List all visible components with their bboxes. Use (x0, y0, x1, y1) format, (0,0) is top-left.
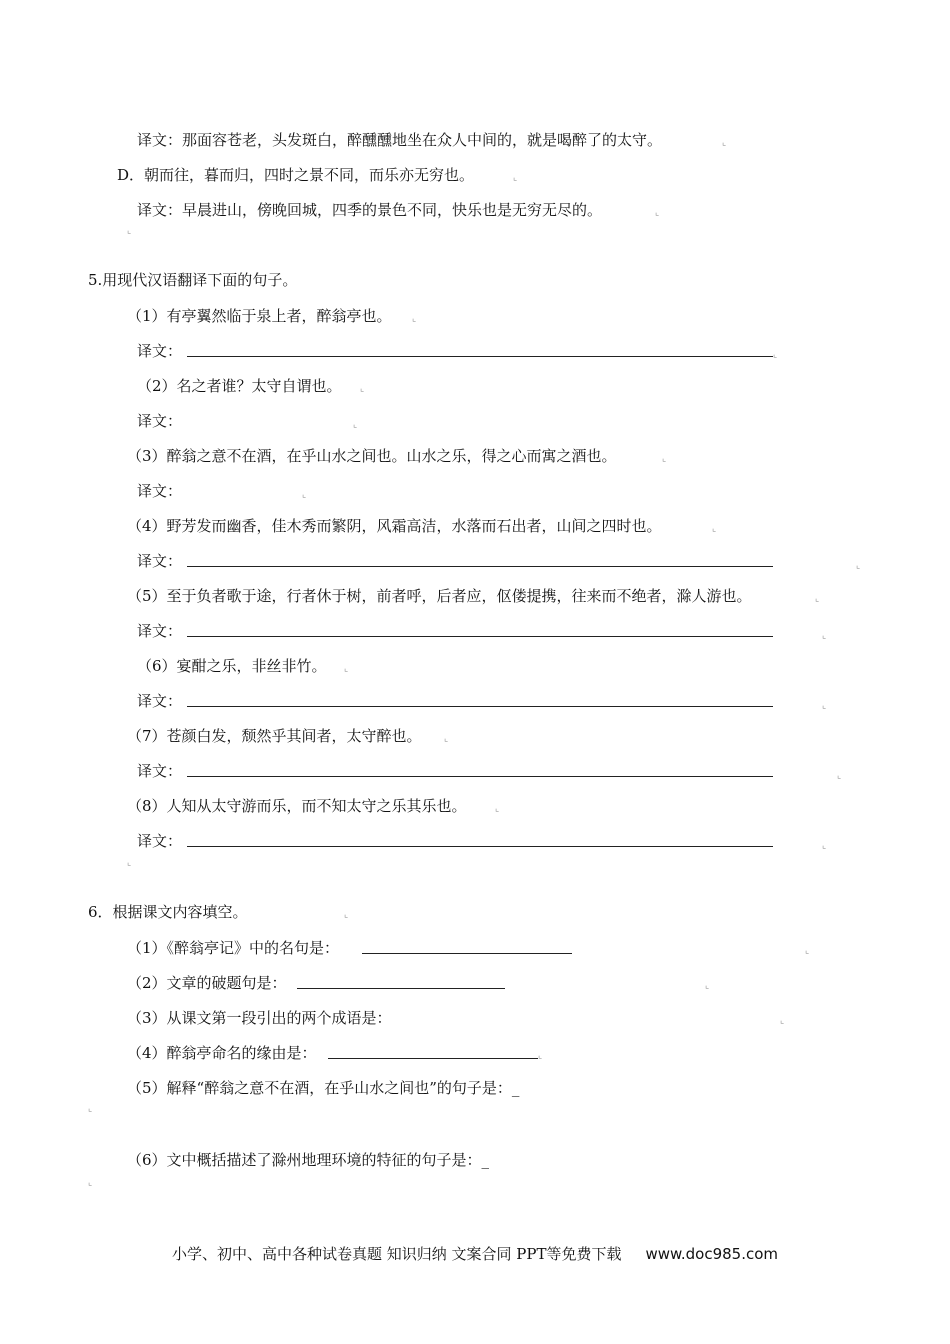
q6-item-3: （3）从课文第一段引出的两个成语是： (127, 1009, 392, 1027)
paragraph-mark: ⌞ (705, 981, 710, 991)
paragraph-mark: ⌞ (412, 314, 417, 324)
q5-item-2: （2）名之者谁？太守自谓也。 (137, 377, 342, 395)
paragraph-mark: ⌞ (815, 594, 820, 604)
q5-label-8: 译文： (137, 832, 183, 850)
q5-answer-blank-5[interactable] (187, 622, 773, 637)
page-footer (0, 1244, 950, 1264)
q5-item-1: （1）有亭翼然临于泉上者，醉翁亭也。 (127, 307, 392, 325)
q5-label-3: 译文： (137, 482, 183, 500)
q4-d-translation: 译文：早晨进山，傍晚回城，四季的景色不同，快乐也是无穷无尽的。 (137, 201, 603, 219)
q6-item-5: （5）解释“醉翁之意不在酒，在乎山水之间也”的句子是：_ (127, 1079, 520, 1097)
q5-label-1: 译文： (137, 342, 183, 360)
paragraph-mark: ⌞ (513, 173, 518, 183)
q6-item-2: （2）文章的破题句是： (127, 974, 287, 992)
q5-title: 5.用现代汉语翻译下面的句子。 (88, 271, 298, 289)
q5-answer-blank-4[interactable] (187, 552, 773, 567)
paragraph-mark: ⌞ (712, 524, 717, 534)
q6-item-1: （1）《醉翁亭记》中的名句是： (127, 939, 340, 957)
paragraph-mark: ⌞ (722, 138, 727, 148)
paragraph-mark: ⌞ (302, 490, 307, 500)
q5-answer-blank-6[interactable] (187, 692, 773, 707)
paragraph-mark: ⌞ (773, 350, 778, 360)
q5-label-2: 译文： (137, 412, 183, 430)
q5-answer-blank-7[interactable] (187, 762, 773, 777)
q5-label-4: 译文： (137, 552, 183, 570)
q4-option-d: D．朝而往，暮而归，四时之景不同，而乐亦无穷也。 (117, 166, 475, 184)
paragraph-mark: ⌞ (360, 384, 365, 394)
paragraph-mark: ⌞ (837, 771, 842, 781)
q5-item-7: （7）苍颜白发，颓然乎其间者，太守醉也。 (127, 727, 422, 745)
q6-title: 6．根据课文内容填空。 (88, 903, 248, 921)
q5-label-6: 译文： (137, 692, 183, 710)
q4-c-translation: 译文：那面容苍老，头发斑白，醉醺醺地坐在众人中间的，就是喝醉了的太守。 (137, 131, 663, 149)
paragraph-mark: ⌞ (822, 701, 827, 711)
q5-label-7: 译文： (137, 762, 183, 780)
paragraph-mark: ⌞ (495, 804, 500, 814)
footer-text: 小学、初中、高中各种试卷真题 知识归纳 文案合同 PPT等免费下载 (171, 1245, 622, 1263)
q5-item-6: （6）宴酣之乐，非丝非竹。 (137, 657, 327, 675)
q5-item-3: （3）醉翁之意不在酒，在乎山水之间也。山水之乐，得之心而寓之酒也。 (127, 447, 617, 465)
q5-answer-blank-8[interactable] (187, 832, 773, 847)
q5-item-8: （8）人知从太守游而乐，而不知太守之乐其乐也。 (127, 797, 467, 815)
q6-answer-blank-1[interactable] (362, 939, 572, 954)
paragraph-mark: ⌞ (856, 561, 861, 571)
paragraph-mark: ⌞ (822, 631, 827, 641)
q5-label-5: 译文： (137, 622, 183, 640)
paragraph-mark: ⌞ (662, 454, 667, 464)
footer-url[interactable]: www.doc985.com (645, 1245, 779, 1263)
q6-answer-blank-2[interactable] (297, 974, 505, 989)
paragraph-mark: ⌞ (538, 1051, 543, 1061)
paragraph-mark: ⌞ (353, 420, 358, 430)
paragraph-mark: ⌞ (344, 910, 349, 920)
paragraph-mark: ⌞ (88, 1178, 93, 1188)
paragraph-mark: ⌞ (805, 946, 810, 956)
paragraph-mark: ⌞ (127, 858, 132, 868)
q6-item-4: （4）醉翁亭命名的缘由是： (127, 1044, 317, 1062)
q5-item-5: （5）至于负者歌于途，行者休于树，前者呼，后者应，伛偻提携，往来而不绝者，滁人游也。 (127, 587, 752, 605)
paragraph-mark: ⌞ (822, 841, 827, 851)
paragraph-mark: ⌞ (344, 664, 349, 674)
paragraph-mark: ⌞ (88, 1104, 93, 1114)
q5-item-4: （4）野芳发而幽香，佳木秀而繁阴，风霜高洁，水落而石出者，山间之四时也。 (127, 517, 662, 535)
paragraph-mark: ⌞ (127, 226, 132, 236)
q6-answer-blank-4[interactable] (328, 1044, 538, 1059)
q5-answer-blank-1[interactable] (187, 342, 773, 357)
q6-item-6: （6）文中概括描述了滁州地理环境的特征的句子是：_ (127, 1151, 490, 1169)
paragraph-mark: ⌞ (780, 1016, 785, 1026)
paragraph-mark: ⌞ (444, 734, 449, 744)
paragraph-mark: ⌞ (655, 208, 660, 218)
